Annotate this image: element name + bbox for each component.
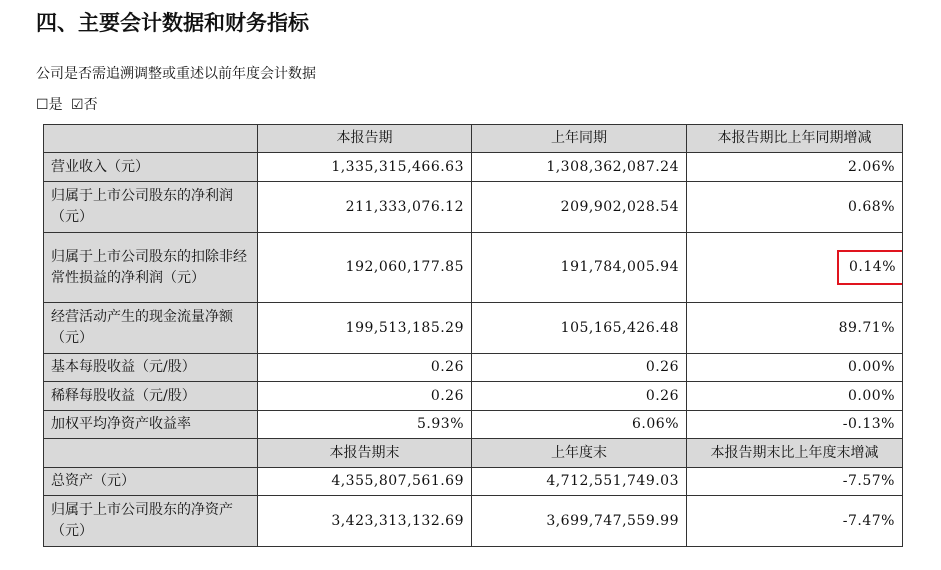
prior-value: 191,784,005.94	[472, 233, 687, 303]
checkbox-checked-icon: ☑	[71, 97, 84, 113]
row-label: 总资产（元）	[44, 468, 258, 496]
current-value: 3,423,313,132.69	[258, 496, 472, 547]
current-value: 5.93%	[258, 411, 472, 439]
change-value: -7.47%	[687, 496, 903, 547]
prior-value: 3,699,747,559.99	[472, 496, 687, 547]
header-cell-blank	[44, 125, 258, 153]
header-cell-change: 本报告期比上年同期增减	[687, 125, 903, 153]
table-row	[44, 496, 903, 547]
prior-value: 0.26	[472, 354, 687, 382]
change-value: -0.13%	[687, 411, 903, 439]
table-row	[44, 354, 903, 382]
prior-value: 209,902,028.54	[472, 182, 687, 233]
option-no-label: 否	[83, 97, 98, 113]
row-label: 归属于上市公司股东的净资产（元）	[44, 496, 258, 547]
table-row	[44, 382, 903, 411]
change-value: 89.71%	[687, 303, 903, 354]
current-value: 211,333,076.12	[258, 182, 472, 233]
option-no[interactable]	[71, 94, 98, 116]
option-yes-label: 是	[48, 97, 63, 113]
prior-value: 1,308,362,087.24	[472, 153, 687, 182]
change-value: 0.00%	[687, 382, 903, 411]
key-financial-data-table	[43, 124, 903, 547]
row-label: 营业收入（元）	[44, 153, 258, 182]
current-value: 199,513,185.29	[258, 303, 472, 354]
change-value: 0.00%	[687, 354, 903, 382]
row-label: 基本每股收益（元/股）	[44, 354, 258, 382]
table-row	[44, 182, 903, 233]
change-value: -7.57%	[687, 468, 903, 496]
change-value-highlighted	[687, 233, 903, 303]
row-label: 加权平均净资产收益率	[44, 411, 258, 439]
option-yes[interactable]	[36, 94, 63, 116]
current-value: 0.26	[258, 382, 472, 411]
table-row	[44, 233, 903, 303]
prior-value: 4,712,551,749.03	[472, 468, 687, 496]
current-value: 1,335,315,466.63	[258, 153, 472, 182]
current-value: 0.26	[258, 354, 472, 382]
current-value: 192,060,177.85	[258, 233, 472, 303]
table-row	[44, 303, 903, 354]
row-label: 经营活动产生的现金流量净额（元）	[44, 303, 258, 354]
header-cell-prior-year-end: 上年度末	[472, 439, 687, 468]
prior-value: 0.26	[472, 382, 687, 411]
header-cell-prior-period: 上年同期	[472, 125, 687, 153]
table-header-row	[44, 439, 903, 468]
current-value: 4,355,807,561.69	[258, 468, 472, 496]
restatement-options	[36, 94, 102, 116]
row-label: 稀释每股收益（元/股）	[44, 382, 258, 411]
change-value: 0.68%	[687, 182, 903, 233]
prior-value: 105,165,426.48	[472, 303, 687, 354]
header-cell-blank	[44, 439, 258, 468]
section-title: 四、主要会计数据和财务指标	[36, 11, 309, 35]
table-header-row	[44, 125, 903, 153]
highlight-box: 0.14%	[837, 250, 902, 285]
row-label: 归属于上市公司股东的净利润（元）	[44, 182, 258, 233]
prior-value: 6.06%	[472, 411, 687, 439]
checkbox-unchecked-icon: ☐	[36, 97, 49, 113]
header-cell-change: 本报告期末比上年度末增减	[687, 439, 903, 468]
header-cell-current-period: 本报告期	[258, 125, 472, 153]
restatement-question: 公司是否需追溯调整或重述以前年度会计数据	[36, 66, 316, 82]
row-label: 归属于上市公司股东的扣除非经常性损益的净利润（元）	[44, 233, 258, 303]
table-row	[44, 468, 903, 496]
table-row	[44, 411, 903, 439]
header-cell-current-period-end: 本报告期末	[258, 439, 472, 468]
table-row	[44, 153, 903, 182]
change-value: 2.06%	[687, 153, 903, 182]
